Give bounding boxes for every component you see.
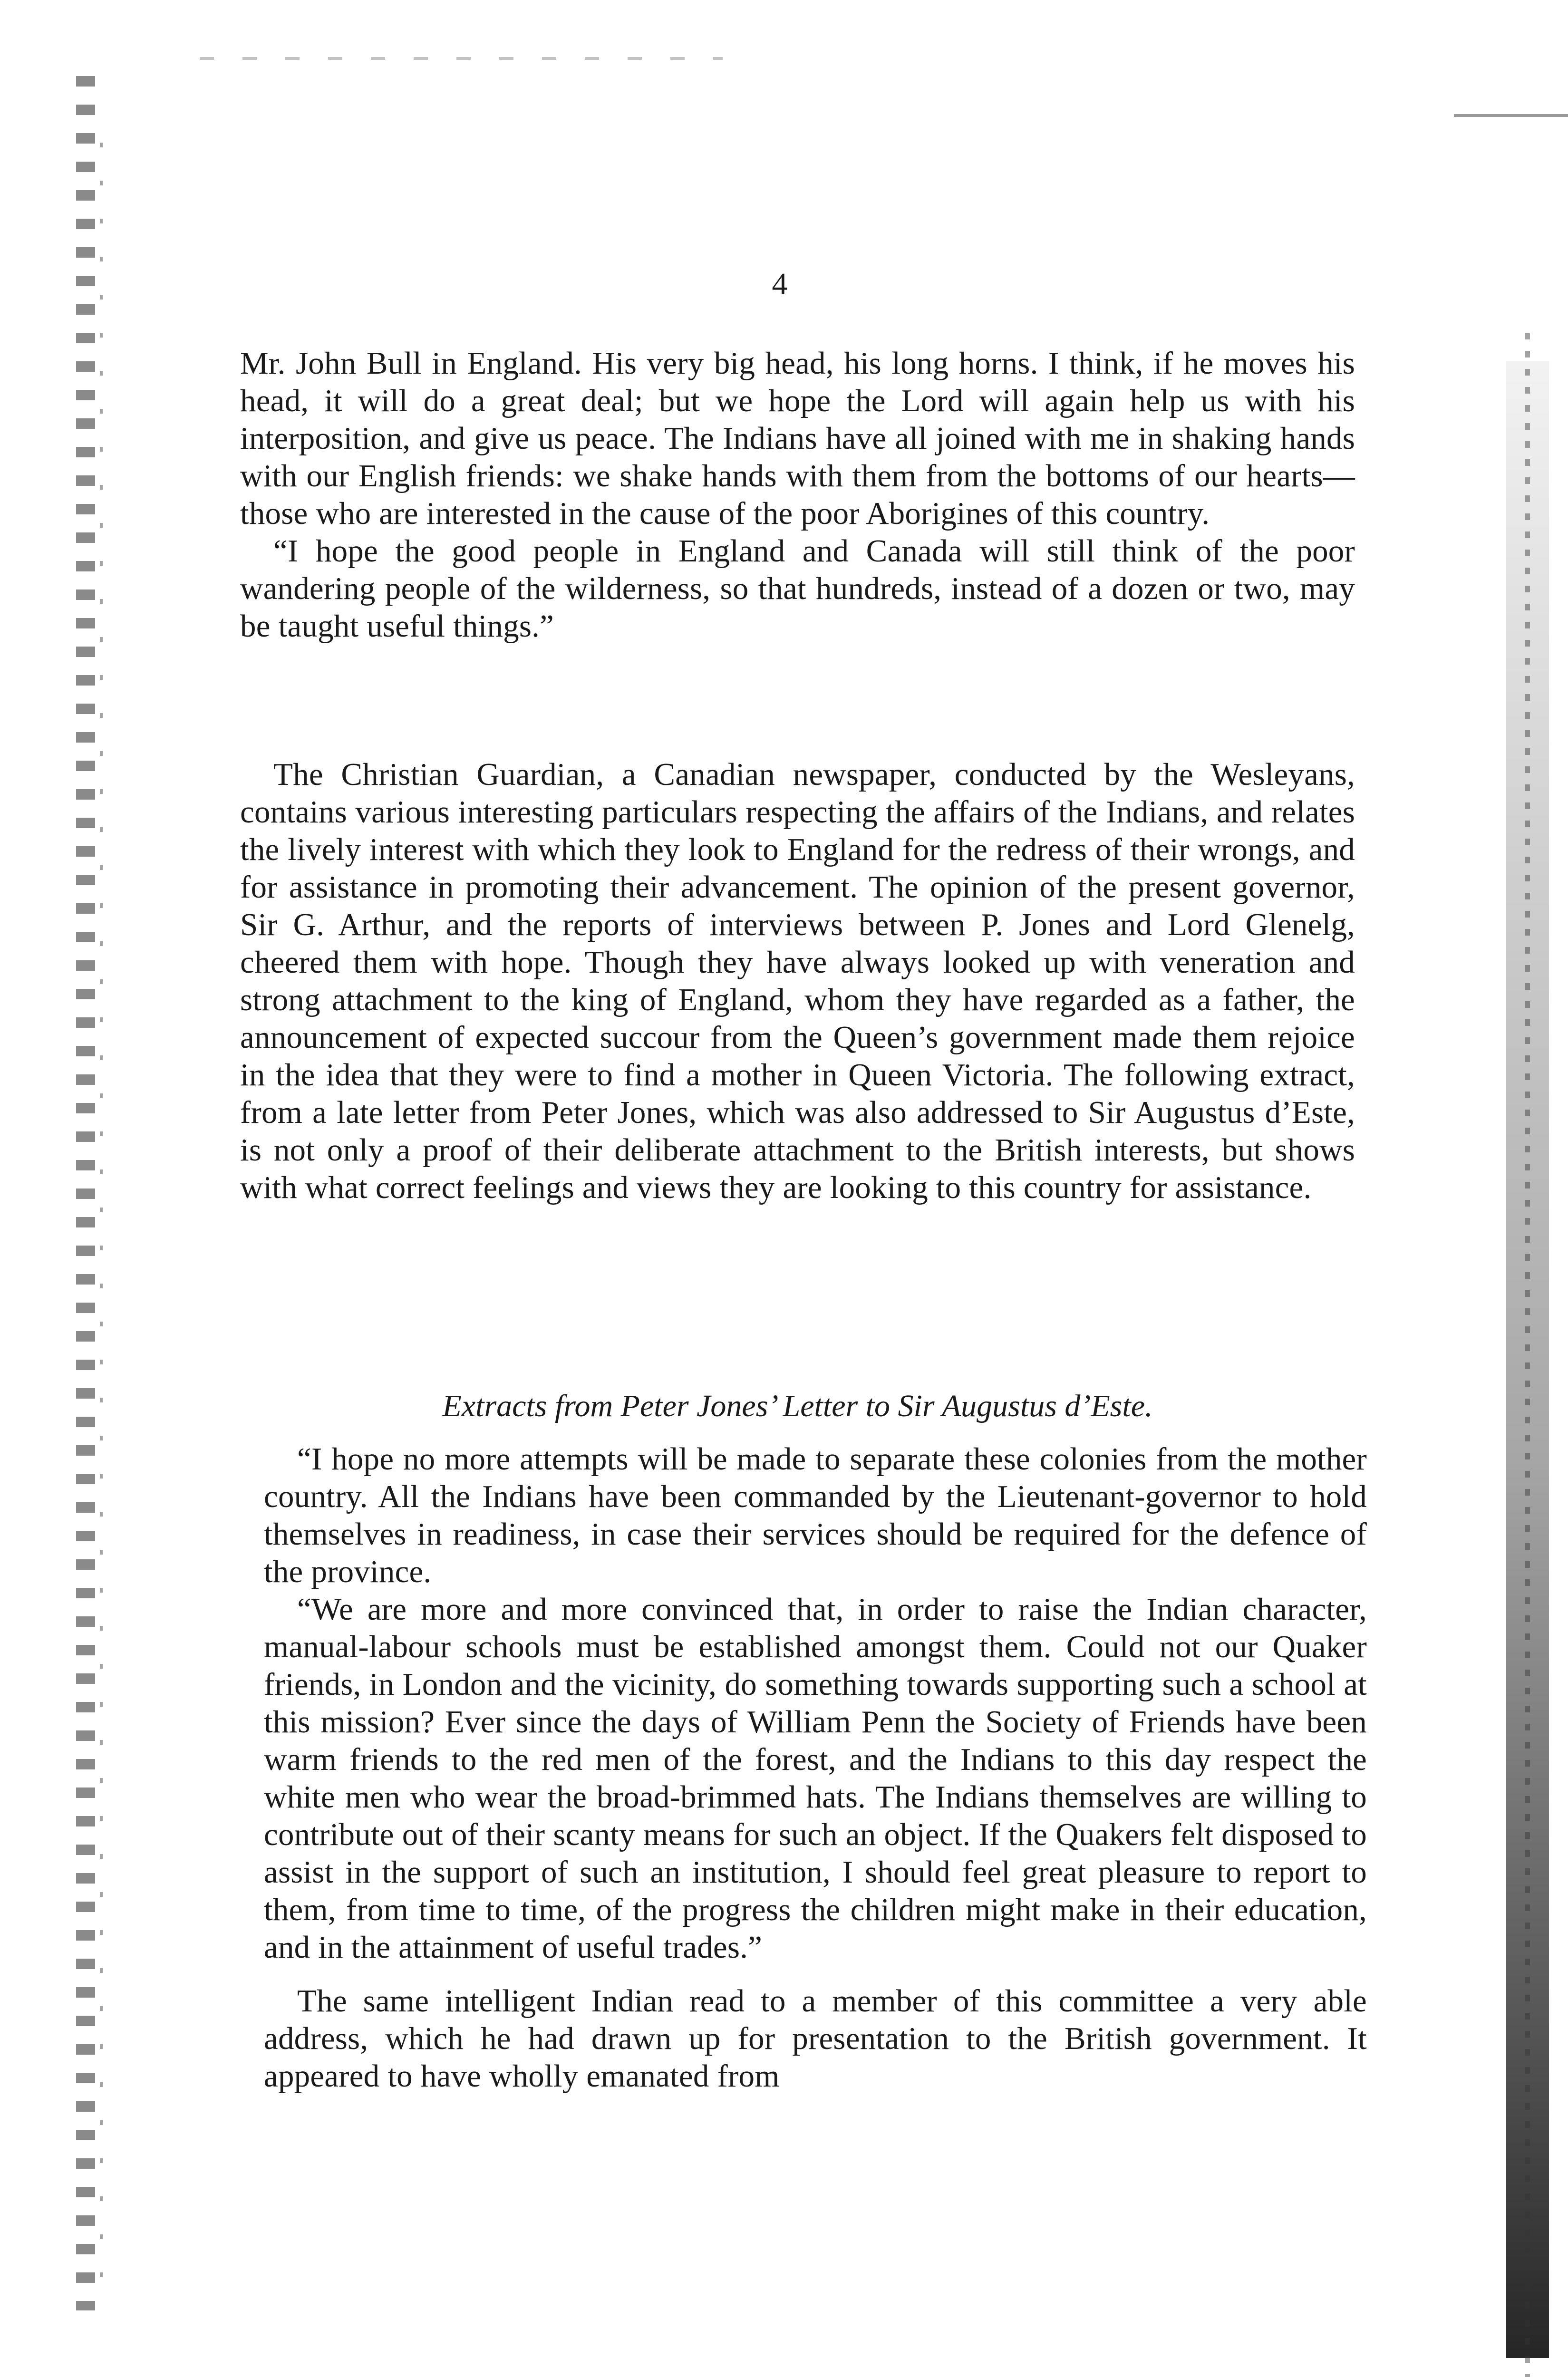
scan-mark (200, 57, 723, 60)
paragraph: Mr. John Bull in England. His very big head, his long horns. I think, if he moves his head, it will do a great deal; but we hope the Lord will again help us with his interposition, and give us peace. The Indians have all joined with me in shaking hands with our English friends: we shake hands with them from the bottoms of our hearts—those who are interested in the cause of the poor Aborigines of this country. (240, 346, 1355, 531)
page-number: 4 (772, 267, 788, 301)
scan-mark (1454, 114, 1568, 117)
binding-edge-artifact (76, 76, 95, 2310)
section-heading: Extracts from Peter Jones’ Letter to Sir Augustus d’Este. (442, 1389, 1153, 1423)
paragraph: The Christian Guardian, a Canadian newspaper, conducted by the Wesleyans, contains various interesting particulars respecting the affairs of the Indians, and relates the lively interest with which they look to England for the redress of their wrongs, and for assistance in promoting their advancement. The opinion of the present governor, Sir G. Arthur, and the reports of interviews between P. Jones and Lord Glenelg, cheered them with hope. Though they have always looked up with veneration and strong attachment to the king of England, whom they have regarded as a father, the announcement of expected succour from the Queen’s government made them rejoice in the idea that they were to find a mother in Queen Victoria. The following extract, from a late letter from Peter Jones, which was also addressed to Sir Augustus d’Este, is not only a proof of their deliberate attachment to the British interests, but shows with what correct feelings and views they are looking to this country for assistance. (240, 757, 1355, 1205)
paragraph: “I hope no more attempts will be made to separate these colonies from the mother country. All the Indians have been commanded by the Lieutenant-governor to hold themselves in readiness, in case their services should be required for the defence of the province. (264, 1441, 1367, 1589)
paragraph: “I hope the good people in England and Canada will still think of the poor wandering people of the wilderness, so that hundreds, instead of a dozen or two, may be taught useful things.” (240, 533, 1355, 644)
closing-block (264, 1982, 1367, 2095)
paragraph: The same intelligent Indian read to a member of this committee a very able address, which he had drawn up for presentation to the British government. It appeared to have wholly emanated from (264, 1983, 1367, 2094)
gutter-shadow-artifact (1525, 333, 1530, 2377)
guardian-paragraph-block (240, 756, 1355, 1207)
letter-continuation (240, 345, 1355, 645)
paragraph: “We are more and more convinced that, in order to raise the Indian character, manual-labour schools must be established amongst them. Could not our Quaker friends, in London and the vicinity, do something towards supporting such a school at this mission? Ever since the days of William Penn the Society of Friends have been warm friends to the red men of the forest, and the Indians to this day respect the white men who wear the broad-brimmed hats. The Indians themselves are willing to contribute out of their scanty means for such an object. If the Quakers felt disposed to assist in the support of such an institution, I should feel great pleasure to report to them, from time to time, of the progress the children might make in their education, and in the attainment of useful trades.” (264, 1592, 1367, 1965)
extract-block (264, 1440, 1367, 1966)
binding-edge-artifact (100, 143, 103, 2282)
